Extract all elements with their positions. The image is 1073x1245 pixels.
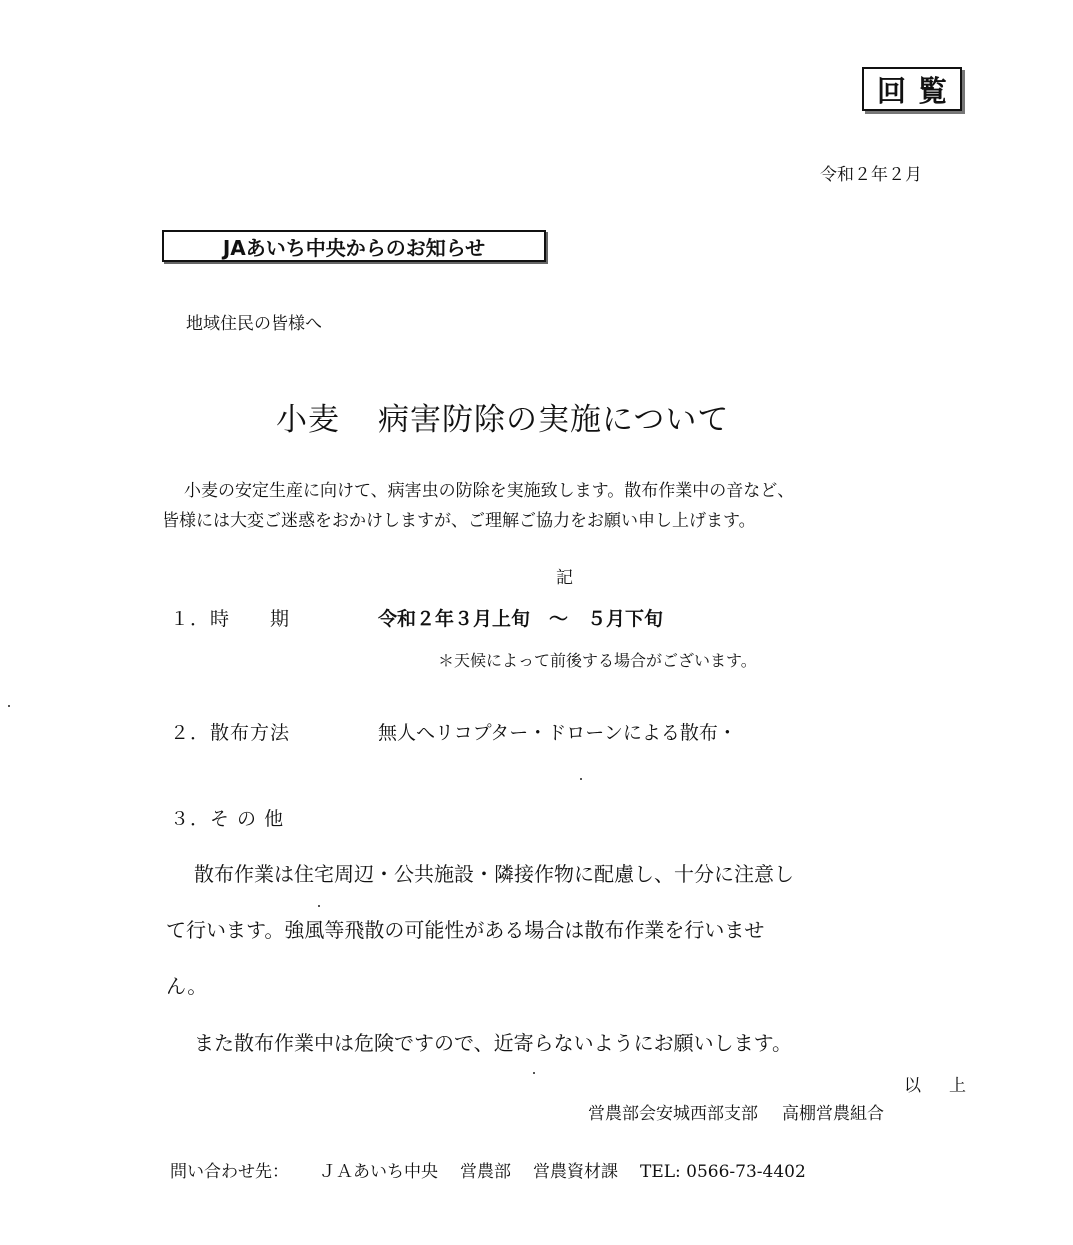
scan-speck [8, 705, 10, 707]
contact-label: 問い合わせ先： [170, 1162, 289, 1182]
document-title [276, 394, 729, 439]
item-period-note: ＊天候によって前後する場合がございます。 [438, 651, 757, 670]
item-period-label: １．時 期 [170, 608, 291, 630]
item-period-value: 令和２年３月上旬 ～ ５月下旬 [378, 608, 664, 630]
title-part-wheat: 小麦 [276, 402, 340, 438]
other-body-line-1: 散布作業は住宅周辺・公共施設・隣接作物に配慮し、十分に注意し [194, 862, 794, 886]
contact-tel: TEL: 0566-73-4402 [640, 1162, 806, 1182]
scan-speck [318, 905, 320, 907]
intro-line-1: 小麦の安定生産に向けて、病害虫の防除を実施致します。散布作業中の音など、 [184, 481, 795, 501]
contact-line [170, 1157, 806, 1182]
issue-date: 令和２年２月 [820, 165, 922, 185]
organizer-association: 高棚営農組合 [782, 1104, 884, 1124]
scan-speck [580, 778, 582, 780]
circulation-stamp: 回覧 [862, 67, 962, 111]
title-part-disease-control: 病害防除の実施について [378, 402, 730, 438]
closing-part-1: 以 [904, 1076, 921, 1096]
item-other-label: ３．そ の 他 [170, 808, 285, 830]
ki-heading: 記 [556, 568, 573, 588]
ja-notice-heading: JAあいち中央からのお知らせ [162, 230, 546, 262]
organizer-branch: 営農部会安城西部支部 [588, 1104, 758, 1124]
closing-mark [904, 1071, 966, 1096]
contact-dept: 営農部 [460, 1162, 511, 1182]
other-body-line-3: ん。 [166, 974, 208, 998]
item-method-label: ２．散布方法 [170, 722, 291, 744]
addressee: 地域住民の皆様へ [186, 314, 322, 334]
other-body-line-4: また散布作業中は危険ですので、近寄らないようにお願いします。 [194, 1031, 792, 1055]
organizer-line [588, 1099, 884, 1124]
other-body-line-2: て行います。強風等飛散の可能性がある場合は散布作業を行いませ [166, 918, 765, 942]
contact-section: 営農資材課 [533, 1162, 618, 1182]
intro-line-2: 皆様には大変ご迷惑をおかけしますが、ご理解ご協力をお願い申し上げます。 [162, 511, 756, 531]
contact-org: ＪＡあいち中央 [319, 1162, 438, 1182]
item-method-value: 無人へリコプター・ドローンによる散布・ [378, 722, 737, 744]
intro-paragraph [162, 476, 794, 536]
scan-speck [533, 1072, 535, 1074]
closing-part-2: 上 [949, 1076, 966, 1096]
